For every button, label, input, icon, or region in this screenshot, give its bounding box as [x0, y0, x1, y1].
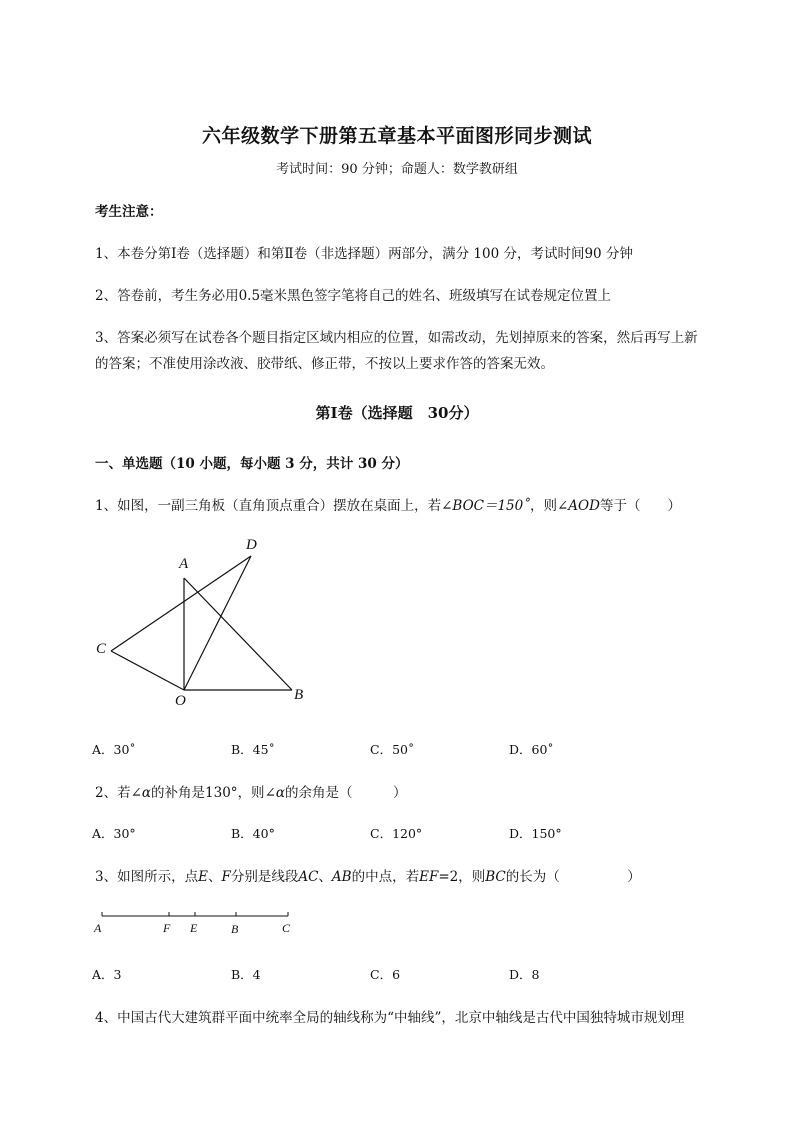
question-1-option-d[interactable]: D．60˚: [509, 742, 554, 757]
question-1-text-a: 1、如图，一副三角板（直角顶点重合）摆放在桌面上，若: [95, 498, 442, 514]
question-3-seg-bc: BC: [485, 869, 506, 885]
notice-item-3-cont: 的答案；不准使用涂改液、胶带纸、修正带，不按以上要求作答的答案无效。: [95, 356, 554, 372]
figure-1-label-d: D: [246, 537, 257, 553]
section-title: 第Ⅰ卷（选择题 30分）: [315, 404, 479, 422]
question-3-point-e: E: [198, 869, 208, 885]
question-3-text-e: 的长为（ ）: [505, 869, 641, 885]
question-4-stem: 4、中国古代大建筑群平面中统率全局的轴线称为“中轴线”，北京中轴线是古代中国独特城市规划理: [95, 1010, 685, 1026]
question-1-text-c: 等于（ ）: [599, 498, 681, 514]
question-3-sep-2: 、: [318, 869, 332, 885]
question-3-option-d[interactable]: D．8: [509, 967, 540, 982]
question-2-option-b[interactable]: B．40°: [231, 826, 275, 841]
figure-3-label-f: F: [163, 921, 171, 935]
question-2-option-d[interactable]: D．150°: [509, 826, 562, 841]
notice-item-1: 1、本卷分第Ⅰ卷（选择题）和第Ⅱ卷（非选择题）两部分，满分 100 分，考试时间90 分钟: [95, 246, 633, 262]
question-1-text-b: ，则: [530, 498, 557, 514]
notice-heading: 考生注意：: [95, 204, 163, 220]
question-3-option-b[interactable]: B．4: [231, 967, 261, 982]
figure-1-label-c: C: [96, 641, 107, 657]
question-2-option-a[interactable]: A．30°: [92, 826, 136, 841]
figure-3-label-a: A: [94, 921, 102, 935]
question-2-text-b: 的补角是: [151, 785, 206, 801]
question-2-option-c[interactable]: C．120°: [370, 826, 423, 841]
question-3-option-c[interactable]: C．6: [370, 967, 401, 982]
notice-item-2: 2、答卷前，考生务必用0.5毫米黑色签字笔将自己的姓名、班级填写在试卷规定位置上: [95, 288, 612, 304]
question-1-option-c[interactable]: C．50˚: [370, 742, 415, 757]
question-1-option-a[interactable]: A．30˚: [92, 742, 136, 757]
question-3-seg-ab: AB: [331, 869, 352, 885]
page-title: 六年级数学下册第五章基本平面图形同步测试: [201, 125, 592, 147]
figure-3-label-e: E: [190, 921, 198, 935]
question-3-seg-ef: EF: [419, 869, 439, 885]
figure-3-label-b: B: [231, 922, 239, 936]
figure-1-label-a: A: [179, 556, 189, 572]
figure-3-label-c: C: [282, 921, 291, 935]
question-2-math-a: ∠α: [130, 785, 152, 801]
question-3-point-f: F: [221, 869, 231, 885]
question-1-math-b: ∠AOD: [557, 498, 600, 514]
question-2-text-c: ，则: [237, 785, 265, 801]
question-3-text-c: 的中点，若: [351, 869, 420, 885]
question-2-math-b: 130°: [205, 785, 238, 801]
question-2-text-a: 2、若: [95, 785, 131, 801]
question-2-text-d: 的余角是（ ）: [285, 785, 407, 801]
question-2-math-c: ∠α: [264, 785, 285, 801]
question-3-text-d: =2，则: [438, 869, 486, 885]
notice-item-3: 3、答案必须写在试卷各个题目指定区域内相应的位置，如需改动，先划掉原来的答案，然后再写上新: [95, 330, 698, 346]
figure-1-label-o: O: [175, 693, 186, 709]
question-3-text-a: 3、如图所示，点: [95, 869, 199, 885]
question-3-option-a[interactable]: A．3: [92, 967, 122, 982]
question-3-sep-1: 、: [207, 869, 222, 885]
page-subtitle: 考试时间：90 分钟；命题人：数学教研组: [276, 162, 518, 177]
figure-1-label-b: B: [294, 687, 304, 703]
question-3-text-b: 分别是线段: [230, 869, 299, 885]
question-3-seg-ac: AC: [298, 869, 319, 885]
question-1-math-a: ∠BOC＝150˚: [441, 498, 530, 514]
part-heading: 一、单选题（10 小题，每小题 3 分，共计 30 分）: [95, 456, 409, 472]
question-1-option-b[interactable]: B．45˚: [231, 742, 275, 757]
